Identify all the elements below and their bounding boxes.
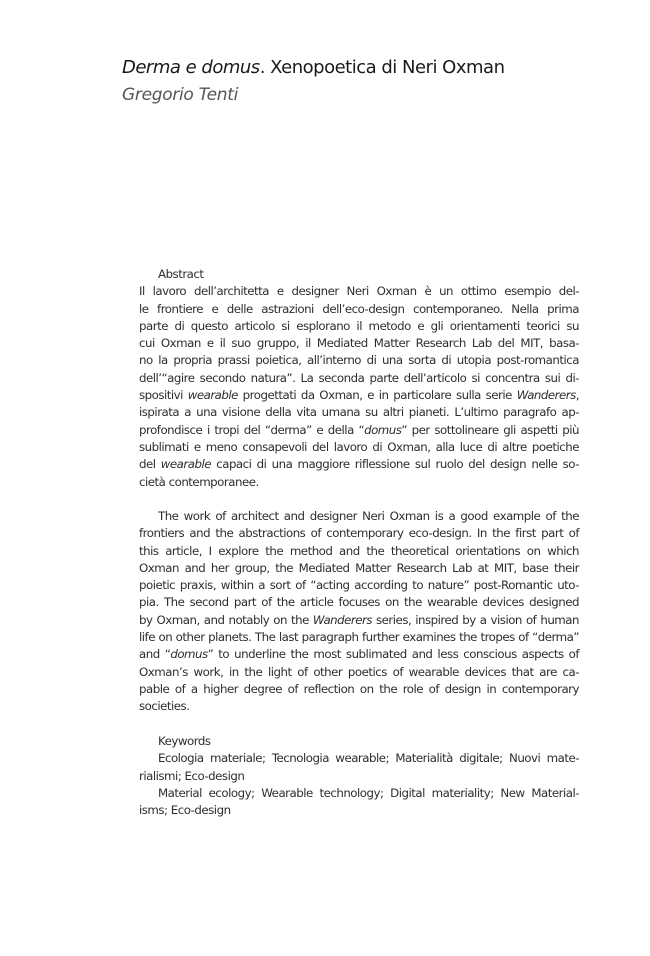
- abstract-english-line: [139, 681, 579, 698]
- text-run: le frontiere e delle astrazioni dell’eco-design contemporaneo. Nella prima: [139, 301, 579, 316]
- text-run: poietic praxis, within a sort of “acting according to nature” post-Romantic uto-: [139, 578, 579, 593]
- text-run: this article, I explore the method and the theoretical orientations on which: [139, 543, 579, 558]
- text-run: sublimati e meno consapevoli del lavoro di Oxman, alla luce di altre poetiche: [139, 439, 579, 454]
- abstract-italian-line: [139, 474, 579, 491]
- keywords-section: [139, 733, 579, 819]
- italic-term: wearable: [160, 457, 211, 472]
- text-run: life on other planets. The last paragraph further examines the tropes of “derma”: [139, 630, 579, 645]
- abstract-english-line: [139, 577, 579, 594]
- text-run: Il lavoro dell’architetta e designer Neri Oxman è un ottimo esempio del-: [139, 284, 579, 299]
- keywords-english-line: isms; Eco-design: [139, 803, 231, 818]
- abstract-italian-line: [139, 352, 579, 369]
- keywords-italian-line: rialismi; Eco-design: [139, 768, 245, 783]
- abstract-english-line: [139, 560, 579, 577]
- text-run: and “: [139, 647, 171, 662]
- italic-term: domus: [364, 422, 402, 437]
- text-run: spositivi: [139, 388, 188, 403]
- abstract-heading: Abstract: [158, 267, 204, 281]
- text-run: series, inspired by a vision of human: [372, 612, 579, 627]
- abstract-english-line: [139, 508, 579, 525]
- text-run: progettati da Oxman, e in particolare sulla serie: [237, 388, 517, 403]
- keywords-english-line: Material ecology; Wearable technology; Digital materiality; New Material-: [158, 785, 579, 800]
- italic-term: Wanderers: [516, 388, 576, 403]
- keywords-italian-line: Ecologia materiale; Tecnologia wearable; Materialità digitale; Nuovi mate-: [158, 751, 579, 766]
- abstract-english-line: [139, 698, 579, 715]
- title-italic-part: Derma e domus: [122, 57, 260, 78]
- text-run: pia. The second part of the article focuses on the wearable devices designed: [139, 595, 579, 610]
- italic-term: domus: [170, 647, 208, 662]
- text-run: pable of a higher degree of reflection on the role of design in contemporary: [139, 681, 579, 696]
- text-run: ,: [575, 388, 580, 403]
- italic-term: wearable: [187, 388, 238, 403]
- text-run: capaci di una maggiore riflessione sul ruolo del design nelle so-: [211, 457, 579, 472]
- text-run: parte di questo articolo si esplorano il metodo e gli orientamenti teorici su: [139, 318, 579, 333]
- text-run: dell’“agire secondo natura”. La seconda parte dell’articolo si concentra sui di-: [139, 370, 579, 385]
- abstract-english-line: [139, 664, 579, 681]
- abstract-english-line: [139, 594, 579, 611]
- text-run: by Oxman, and notably on the: [139, 612, 313, 627]
- abstract-italian-line: [139, 387, 579, 404]
- text-run: societies.: [139, 699, 190, 714]
- abstract-english-line: [139, 612, 579, 629]
- abstract-english-line: [139, 525, 579, 542]
- abstract-english: [139, 508, 579, 716]
- article-title: [122, 56, 504, 80]
- text-run: profondisce i tropi del “derma” e della “: [139, 422, 365, 437]
- abstract-italian-line: [139, 422, 579, 439]
- text-run: cietà contemporanee.: [139, 474, 259, 489]
- text-run: The work of architect and designer Neri Oxman is a good example of the: [158, 509, 579, 523]
- text-run: Oxman and her group, the Mediated Matter Research Lab at MIT, base their: [139, 560, 579, 575]
- abstract-italian-lines: [139, 283, 579, 491]
- abstract-english-line: [139, 629, 579, 646]
- abstract-italian-line: [139, 301, 579, 318]
- text-run: ispirata a una visione della vita umana su altri pianeti. L’ultimo paragrafo ap-: [139, 405, 579, 420]
- abstract-italian-line: [139, 439, 579, 456]
- abstract-italian-line: [139, 283, 579, 300]
- text-run: cui Oxman e il suo gruppo, il Mediated Matter Research Lab del MIT, basa-: [139, 336, 579, 351]
- abstract-english-line: [139, 543, 579, 560]
- abstract-english-lines: [139, 508, 579, 716]
- abstract-italian-line: [139, 370, 579, 387]
- italic-term: Wanderers: [312, 612, 372, 627]
- text-run: del: [139, 457, 161, 472]
- abstract-italian: [139, 266, 579, 491]
- article-author: Gregorio Tenti: [122, 85, 239, 105]
- abstract-italian-line: [139, 335, 579, 352]
- abstract-english-line: [139, 646, 579, 663]
- abstract-italian-line: [139, 456, 579, 473]
- abstract-italian-line: [139, 318, 579, 335]
- text-run: Oxman’s work, in the light of other poetics of wearable devices that are ca-: [139, 664, 579, 679]
- text-run: no la propria prassi poietica, all’interno di una sorta di utopia post-romantica: [139, 353, 579, 368]
- keywords-heading: Keywords: [158, 734, 211, 748]
- text-run: ” per sottolineare gli aspetti più: [401, 422, 579, 437]
- title-rest: . Xenopoetica di Neri Oxman: [259, 57, 505, 78]
- abstract-italian-line: [139, 404, 579, 421]
- text-run: frontiers and the abstractions of contemporary eco-design. In the first part of: [139, 526, 579, 541]
- text-run: ” to underline the most sublimated and less conscious aspects of: [207, 647, 580, 662]
